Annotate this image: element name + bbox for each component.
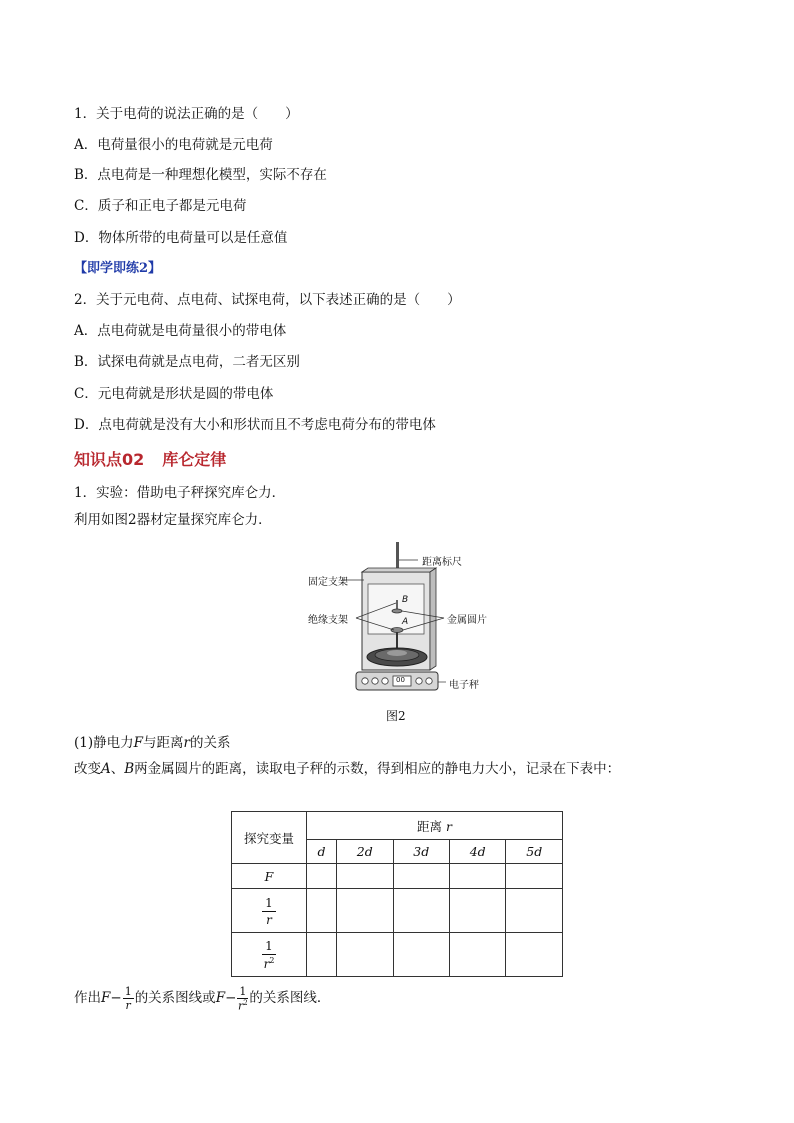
fraction-1-over-r2 <box>262 940 276 970</box>
q2-option-a: A．点电荷就是电荷量很小的带电体 <box>74 323 287 339</box>
frac-num: 1 <box>262 897 276 912</box>
s1-A: A <box>101 761 111 777</box>
empty-cell <box>393 864 449 889</box>
label-b: B <box>402 595 409 605</box>
header-distance-label: 距离 <box>417 818 443 834</box>
table-row <box>232 932 563 976</box>
empty-cell <box>506 932 563 976</box>
distance-4: 4d <box>469 844 486 860</box>
disc-b <box>392 609 402 613</box>
row-F-text: F <box>264 868 274 884</box>
empty-cell <box>307 932 337 976</box>
record-table <box>231 811 563 977</box>
q1-option-a: A．电荷量很小的电荷就是元电荷 <box>74 137 273 153</box>
c-frac2-den: r <box>238 999 244 1013</box>
distance-cell <box>449 840 505 864</box>
empty-cell <box>506 864 563 889</box>
label-fixed-support: 固定支架 <box>308 577 348 588</box>
figure-caption: 图2 <box>386 709 406 723</box>
header-variable: 探究变量 <box>232 812 307 864</box>
practice-heading: 【即学即练2】 <box>74 261 162 276</box>
c-frac1-den: r <box>125 999 131 1012</box>
q2-option-d: D．点电荷就是没有大小和形状而且不考虑电荷分布的带电体 <box>74 417 436 433</box>
frame-top <box>362 568 436 572</box>
frac-den: r <box>266 913 272 928</box>
c-frac-1-over-r2 <box>237 986 248 1012</box>
s1-suffix: 的关系 <box>189 735 231 751</box>
fraction-1-over-r <box>262 897 276 926</box>
c-frac2-exp: 2 <box>243 998 248 1007</box>
empty-cell <box>449 932 505 976</box>
empty-cell <box>449 889 505 932</box>
c-suffix: 的关系图线． <box>249 990 331 1006</box>
q1-option-c: C．质子和正电子都是元电荷 <box>74 198 247 214</box>
row-label-F <box>232 864 307 889</box>
s1-sep: 、 <box>110 761 125 777</box>
s1-F: F <box>133 735 143 751</box>
q1-option-d: D．物体所带的电荷量可以是任意值 <box>74 230 288 246</box>
q2-stem: 2．关于元电荷、点电荷、试探电荷，以下表述正确的是（ ） <box>74 292 461 308</box>
label-ruler: 距离标尺 <box>422 557 462 568</box>
s1-mid: 与距离 <box>143 735 184 751</box>
distance-cell <box>307 840 337 864</box>
distance-5: 5d <box>526 844 543 860</box>
table-header-row <box>232 812 563 840</box>
section-1-title <box>74 734 230 752</box>
experiment-line-2: 利用如图2器材定量探究库仑力． <box>74 512 272 528</box>
empty-cell <box>506 889 563 932</box>
empty-cell <box>337 889 393 932</box>
distance-3: 3d <box>413 844 430 860</box>
header-distance-r: r <box>446 818 452 834</box>
knowledge-point-number: 知识点02 <box>74 450 145 469</box>
s1-desc-suffix: 两金属圆片的距离，读取电子秤的示数，得到相应的静电力大小，记录在下表中： <box>134 761 621 777</box>
s1-r: r <box>183 735 190 751</box>
q1-option-b: B．点电荷是一种理想化模型，实际不存在 <box>74 167 327 183</box>
c-mid: 的关系图线或 <box>134 990 216 1006</box>
c-frac2-num: 1 <box>239 984 247 998</box>
empty-cell <box>337 932 393 976</box>
empty-cell <box>449 864 505 889</box>
c-frac1-num: 1 <box>124 985 132 998</box>
table-row <box>232 864 563 889</box>
frac-num: 1 <box>262 940 276 955</box>
frac-exp: 2 <box>269 956 275 966</box>
conclusion-line <box>74 985 330 1011</box>
empty-cell <box>393 889 449 932</box>
empty-cell <box>337 864 393 889</box>
disc-a <box>391 628 403 633</box>
distance-cell <box>337 840 393 864</box>
empty-cell <box>307 864 337 889</box>
apparatus-figure <box>300 540 500 700</box>
s1-desc-prefix: 改变 <box>74 761 101 777</box>
q2-option-c: C．元电荷就是形状是圆的带电体 <box>74 386 274 402</box>
distance-1: d <box>317 844 326 860</box>
s1-B: B <box>124 761 135 777</box>
knowledge-point-heading <box>74 451 226 469</box>
header-distance <box>307 812 563 840</box>
c-frac-1-over-r <box>123 986 134 1011</box>
label-scale: 电子秤 <box>449 680 479 691</box>
distance-cell <box>506 840 563 864</box>
row-label-inverse-r <box>232 889 307 932</box>
c-dash1: − <box>110 990 122 1006</box>
c-F2: F <box>215 990 226 1006</box>
row-label-inverse-r-squared <box>232 932 307 976</box>
s1-prefix: (1)静电力 <box>74 735 134 751</box>
distance-cell <box>393 840 449 864</box>
q2-option-b: B．试探电荷就是点电荷，二者无区别 <box>74 354 300 370</box>
label-insulating-support: 绝缘支架 <box>308 615 348 626</box>
section-1-description <box>74 760 620 778</box>
q1-stem: 1．关于电荷的说法正确的是（ ） <box>74 106 299 122</box>
frac-den: r <box>263 957 270 972</box>
empty-cell <box>393 932 449 976</box>
label-display: 00 <box>396 676 405 684</box>
empty-cell <box>307 889 337 932</box>
knowledge-point-title: 库仑定律 <box>162 450 227 469</box>
label-a: A <box>402 617 409 627</box>
distance-2: 2d <box>356 844 373 860</box>
c-F1: F <box>101 990 111 1006</box>
table-row <box>232 889 563 932</box>
c-prefix: 作出 <box>74 990 101 1006</box>
frame-side <box>430 568 436 670</box>
experiment-line-1: 1．实验：借助电子秤探究库仑力． <box>74 485 286 501</box>
label-metal-disc: 金属圆片 <box>447 615 487 626</box>
c-dash2: − <box>225 990 237 1006</box>
